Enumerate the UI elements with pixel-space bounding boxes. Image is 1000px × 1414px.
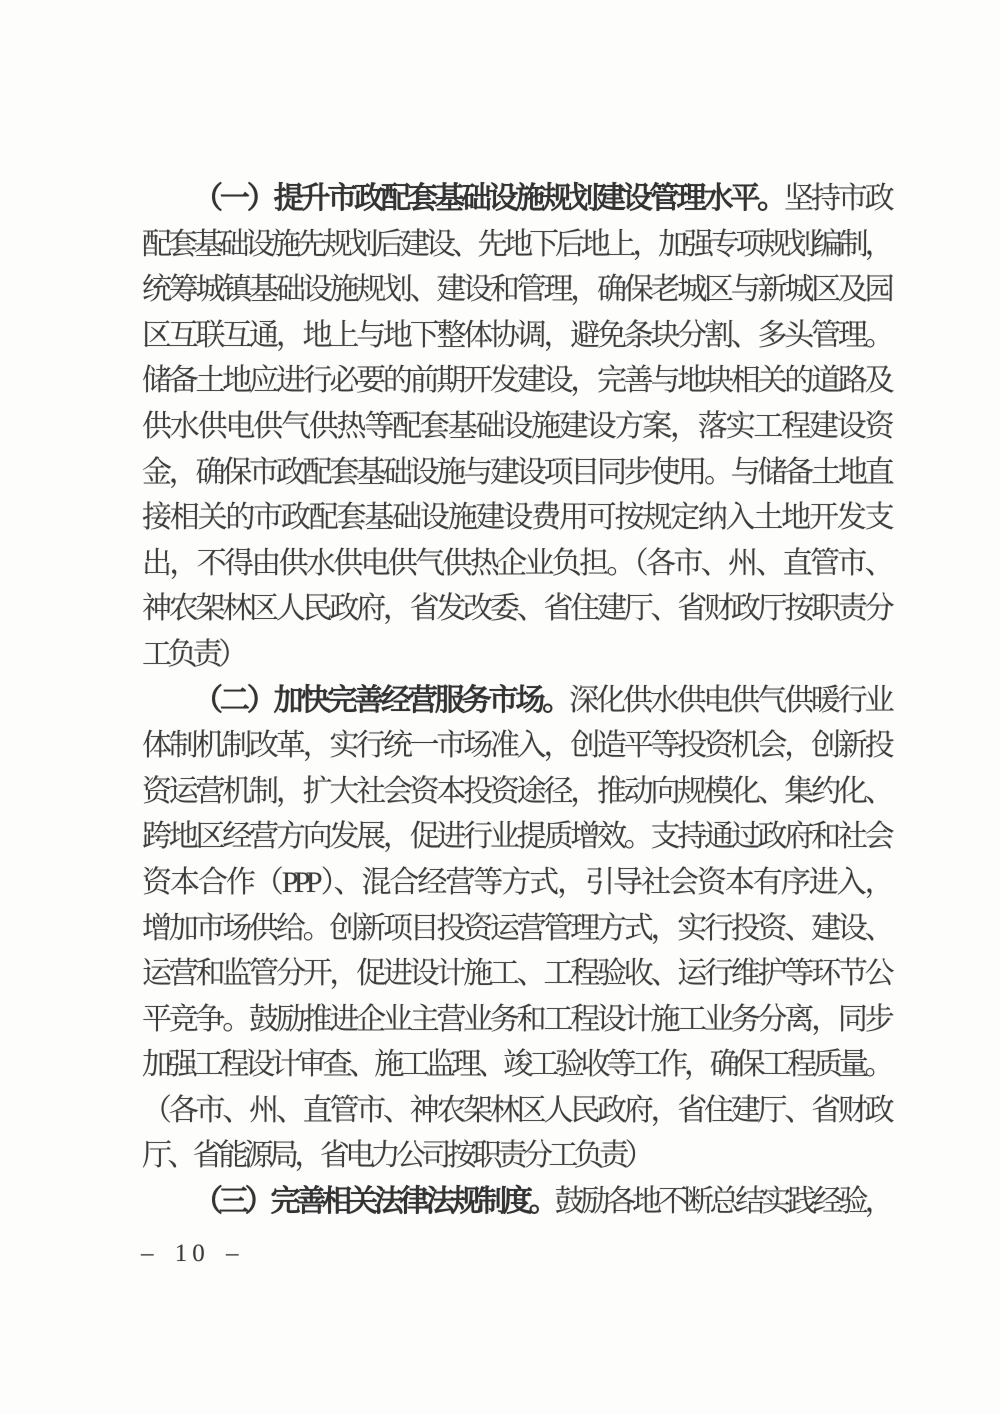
text-line (142, 769, 890, 815)
text-run: （各市、州、直管市、神农架林区人民政府，省住建厅、省财政 (142, 1093, 890, 1127)
text-line (142, 450, 890, 496)
text-line (142, 860, 890, 906)
text-run: 资运营机制，扩大社会资本投资途径，推动向规模化、集约化、 (142, 774, 890, 808)
text-line (142, 541, 890, 587)
paragraph (142, 1179, 890, 1225)
text-run: 接相关的市政配套基础设施建设费用可按规定纳入土地开发支 (142, 501, 890, 535)
heading-run: （三）完善相关法律法规制度。 (193, 1185, 555, 1219)
text-run: 金，确保市政配套基础设施与建设项目同步使用。与储备土地直 (142, 455, 890, 489)
text-line (142, 495, 890, 541)
text-line (142, 358, 890, 404)
text-run: 平竞争。鼓励推进企业主营业务和工程设计施工业务分离，同步 (142, 1002, 890, 1036)
text-line (142, 1133, 890, 1179)
text-run: 厅、省能源局，省电力公司按职责分工负责） (142, 1139, 650, 1173)
text-line (142, 267, 890, 313)
text-line (142, 906, 890, 952)
page-number: – 10 – (141, 1240, 244, 1267)
text-run: 区互联互通，地上与地下整体协调，避免条块分割、多头管理。 (142, 318, 890, 352)
paragraph (142, 678, 890, 1180)
text-run: 统筹城镇基础设施规划、建设和管理，确保老城区与新城区及园 (142, 273, 890, 307)
text-line (142, 1088, 890, 1134)
text-line (142, 678, 890, 724)
text-run: 鼓励各地不断总结实践经验， (554, 1185, 890, 1219)
text-run: 资本合作（PPP）、混合经营等方式，引导社会资本有序进入， (142, 865, 890, 899)
text-run: 跨地区经营方向发展，促进行业提质增效。支持通过政府和社会 (142, 820, 890, 854)
text-line (142, 997, 890, 1043)
text-line (142, 404, 890, 450)
text-run: 体制机制改革，实行统一市场准入，创造平等投资机会，创新投 (142, 729, 890, 763)
text-line (142, 951, 890, 997)
text-run: 加强工程设计审查、施工监理、竣工验收等工作，确保工程质量。 (142, 1048, 890, 1082)
text-run: 工负责） (142, 637, 244, 671)
text-line (142, 222, 890, 268)
text-line (142, 176, 890, 222)
paragraph (142, 176, 890, 678)
text-line (142, 313, 890, 359)
text-line (142, 586, 890, 632)
text-line (142, 632, 890, 678)
document-body (142, 176, 890, 1225)
text-line (142, 1042, 890, 1088)
heading-run: （一）提升市政配套基础设施规划建设管理水平。 (193, 182, 784, 215)
text-run: 运营和监管分开，促进设计施工、工程验收、运行维护等环节公 (142, 957, 890, 991)
text-run: 出，不得由供水供电供气供热企业负担。（各市、州、直管市、 (142, 546, 890, 580)
text-run: 增加市场供给。创新项目投资运营管理方式，实行投资、建设、 (142, 911, 890, 945)
text-run: 储备土地应进行必要的前期开发建设，完善与地块相关的道路及 (142, 364, 890, 398)
text-run: 神农架林区人民政府，省发改委、省住建厅、省财政厅按职责分 (142, 592, 890, 626)
text-run: 供水供电供气供热等配套基础设施建设方案，落实工程建设资 (142, 409, 890, 443)
text-run: 坚持市政 (784, 182, 890, 215)
heading-run: （二）加快完善经营服务市场。 (193, 683, 570, 717)
text-run: 深化供水供电供气供暖行业 (569, 683, 890, 717)
text-line (142, 814, 890, 860)
text-line (142, 723, 890, 769)
text-run: 配套基础设施先规划后建设、先地下后地上，加强专项规划编制， (142, 227, 890, 261)
text-line (142, 1179, 890, 1225)
